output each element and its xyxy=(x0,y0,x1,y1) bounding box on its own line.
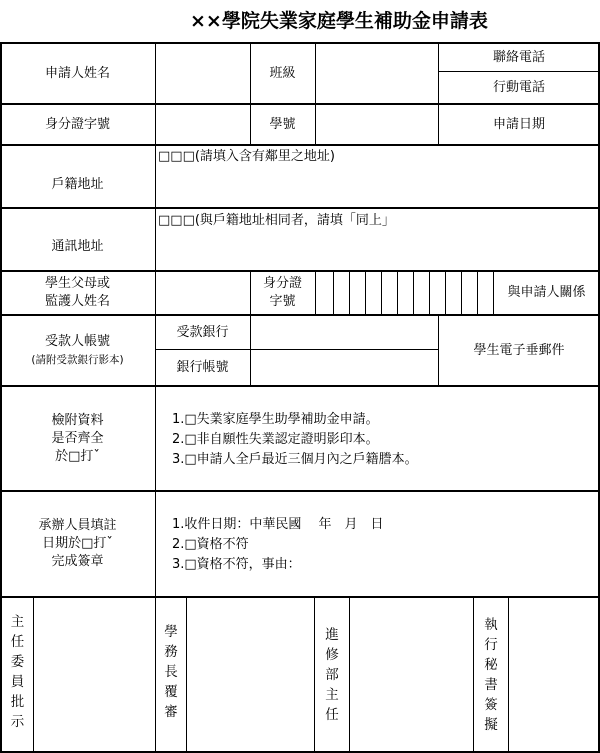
household-address-label: 戶籍地址 xyxy=(51,177,104,192)
signoff-division-director-text: 進修部主任 xyxy=(325,627,339,723)
id-number-field[interactable] xyxy=(156,105,250,144)
payee-bank-label: 受款銀行 xyxy=(176,324,229,340)
guardian-id-line2: 字號 xyxy=(269,294,296,309)
staff-line2: 日期於□打ˇ xyxy=(42,536,113,551)
signoff-chairman-label xyxy=(2,612,33,732)
payee-bank-field[interactable] xyxy=(251,316,438,349)
mailing-address-hint: □□□(與戶籍地址相同者，請填「同上」 xyxy=(158,213,395,228)
class-label: 班級 xyxy=(269,65,296,81)
staff-notes-label xyxy=(0,492,155,596)
signoff-dean-field[interactable] xyxy=(187,598,314,751)
class-field[interactable] xyxy=(316,44,438,103)
payee-account-title: 受款人帳號 xyxy=(44,333,110,349)
signoff-dean-text: 學務長覆審 xyxy=(164,624,178,720)
guardian-id-label xyxy=(250,272,315,314)
bank-account-field[interactable] xyxy=(251,350,438,385)
payee-account-label xyxy=(0,316,155,385)
signoff-division-director-label xyxy=(315,625,349,725)
signoff-dean-label xyxy=(156,622,186,722)
household-address-field[interactable] xyxy=(156,166,598,207)
mailing-address-field[interactable] xyxy=(156,230,598,270)
student-no-field[interactable] xyxy=(316,105,438,144)
guardian-id-line1: 身分證 xyxy=(262,276,302,291)
relation-label: 與申請人關係 xyxy=(507,285,586,300)
staff-line1: 承辦人員填註 xyxy=(38,518,117,533)
guardian-name-label xyxy=(0,272,155,314)
form-title: ××學院失業家庭學生補助金申請表 xyxy=(190,10,488,32)
payee-account-note: (請附受款銀行影本) xyxy=(31,353,124,366)
id-number-label: 身分證字號 xyxy=(44,116,110,132)
mailing-address-label: 通訊地址 xyxy=(51,239,104,254)
guardian-name-field[interactable] xyxy=(156,272,250,314)
documents-line1: 檢附資料 xyxy=(51,412,104,428)
bank-account-label: 銀行帳號 xyxy=(176,359,229,375)
guardian-id-digit-boxes[interactable] xyxy=(316,272,493,314)
form-title-bar xyxy=(0,0,600,42)
documents-line2: 是否齊全 xyxy=(51,430,104,446)
applicant-name-label: 申請人姓名 xyxy=(44,65,110,81)
staff-qualified-check[interactable]: 2.□資格不符 xyxy=(172,537,249,552)
apply-date-label: 申請日期 xyxy=(492,116,545,132)
signoff-division-director-field[interactable] xyxy=(350,598,473,751)
doc-item-unemployment-proof[interactable]: 2.□非自願性失業認定證明影印本。 xyxy=(172,432,379,447)
staff-receipt-date[interactable]: 1.收件日期：中華民國 年 月 日 xyxy=(172,517,384,532)
signoff-chairman-field[interactable] xyxy=(34,598,155,751)
signoff-secretary-field[interactable] xyxy=(509,598,598,751)
form-table xyxy=(0,42,600,751)
signoff-secretary-label xyxy=(474,615,508,735)
mobile-phone-label: 行動電話 xyxy=(492,79,545,95)
student-no-label: 學號 xyxy=(269,116,296,132)
guardian-label-line1: 學生父母或 xyxy=(44,276,110,291)
staff-unqualified-reason[interactable]: 3.□資格不符，事由： xyxy=(172,557,301,572)
household-address-hint: □□□(請填入含有鄰里之地址) xyxy=(158,149,335,164)
student-email-label: 學生電子垂郵件 xyxy=(473,342,565,358)
signoff-secretary-text: 執行秘書簽擬 xyxy=(484,617,498,733)
staff-line3: 完成簽章 xyxy=(51,554,104,569)
signoff-chairman-text: 主任委員批示 xyxy=(10,614,25,730)
documents-line3: 於□打ˇ xyxy=(55,448,100,464)
doc-item-application[interactable]: 1.□失業家庭學生助學補助金申請。 xyxy=(172,412,379,427)
contact-phone-label: 聯絡電話 xyxy=(492,49,545,65)
doc-item-household-register[interactable]: 3.□申請人全戶最近三個月內之戶籍謄本。 xyxy=(172,452,418,467)
guardian-label-line2: 監護人姓名 xyxy=(44,294,110,309)
applicant-name-field[interactable] xyxy=(156,44,250,103)
documents-check-label xyxy=(0,387,155,490)
